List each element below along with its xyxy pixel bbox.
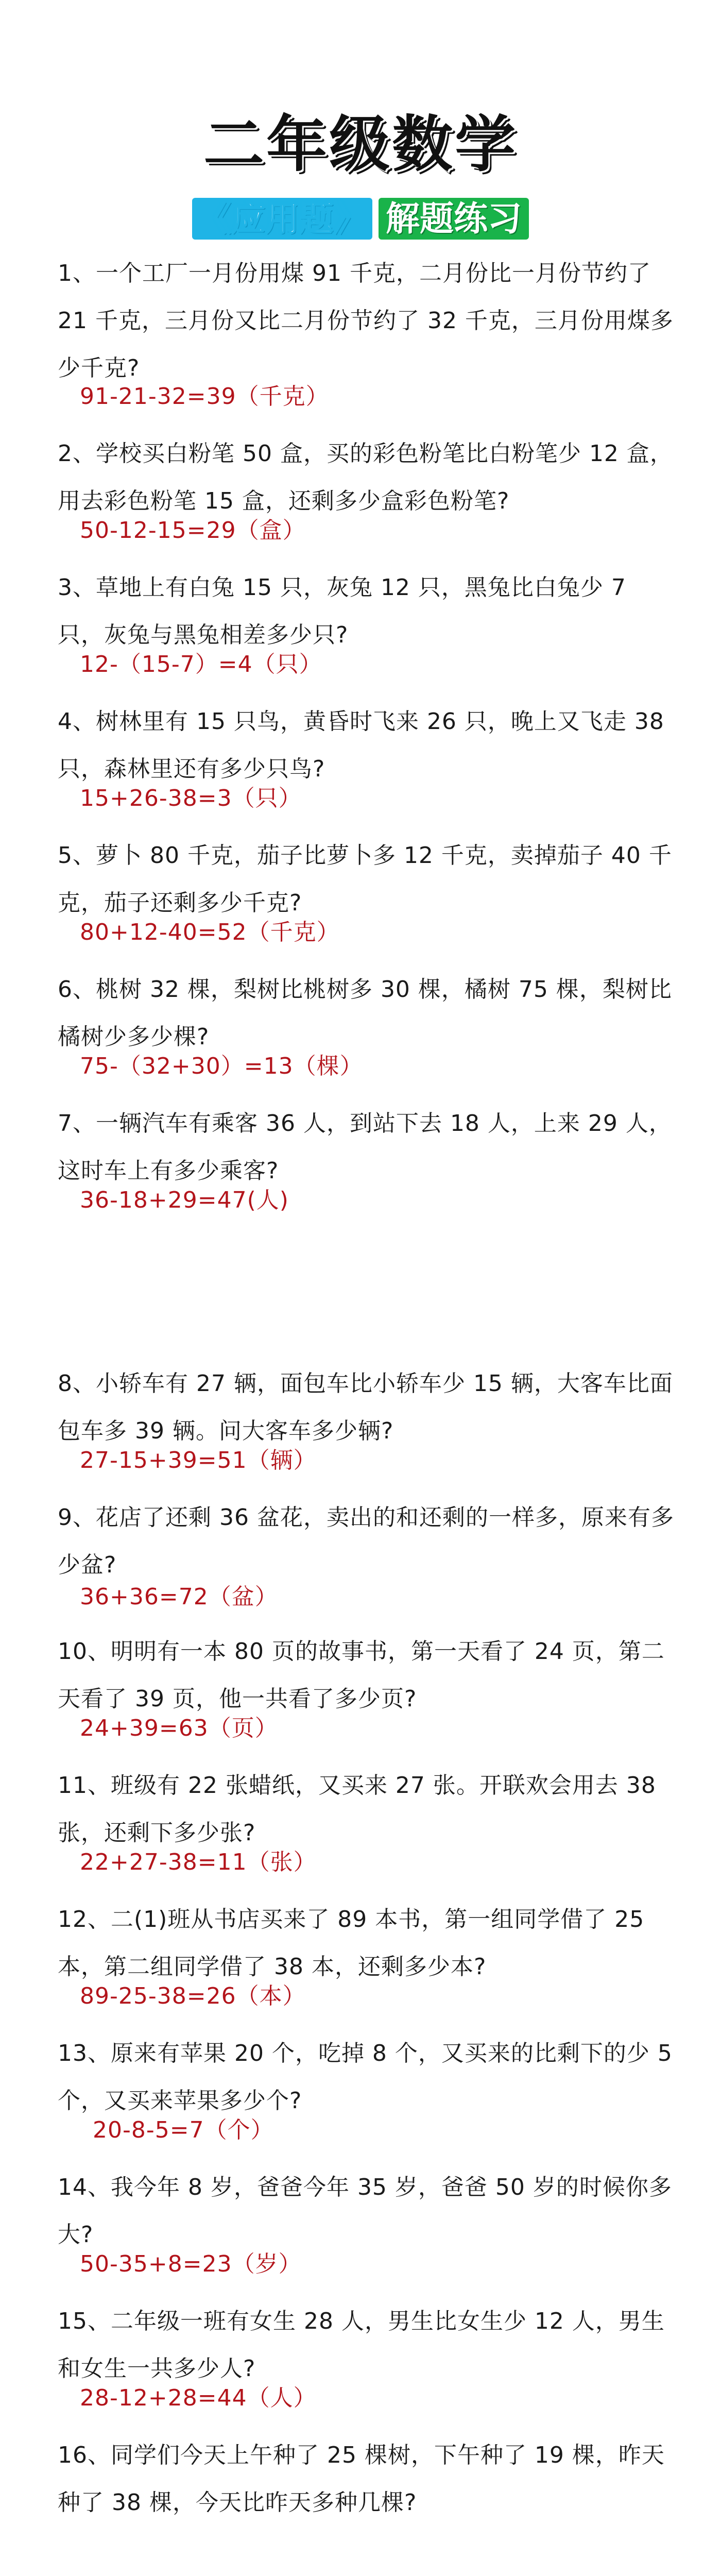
question-1: 1、一个工厂一月份用煤 91 千克，二月份比一月份节约了 21 千克，三月份又比二月份节约了 32 千克，三月份用煤多少千克? <box>58 260 674 381</box>
question-2: 2、学校买白粉笔 50 盒，买的彩色粉笔比白粉笔少 12 盒，用去彩色粉笔 15 盒，还剩多少盒彩色粉笔? <box>58 440 673 514</box>
question-10: 10、明明有一本 80 页的故事书，第一天看了 24 页，第二天看了 39 页，他一共看了多少页? <box>58 1638 665 1712</box>
question-12: 12、二(1)班从书店买来了 89 本书，第一组同学借了 25 本，第二组同学借了 38 本，还剩多少本? <box>58 1906 645 1980</box>
question-7: 7、一辆汽车有乘客 36 人，到站下去 18 人，上来 29 人，这时车上有多少乘客? <box>58 1110 672 1184</box>
question-13: 13、原来有苹果 20 个，吃掉 8 个，又买来的比剩下的少 5 个，又买来苹果多少个? <box>58 2040 673 2114</box>
answer-14: 50-35+8=23（岁） <box>80 2251 302 2277</box>
question-15: 15、二年级一班有女生 28 人，男生比女生少 12 人，男生和女生一共多少人? <box>58 2308 665 2382</box>
question-3: 3、草地上有白兔 15 只，灰兔 12 只，黑兔比白兔少 7 只，灰兔与黑兔相差多少只? <box>58 574 626 648</box>
question-6: 6、桃树 32 棵，梨树比桃树多 30 棵，橘树 75 棵，梨树比橘树少多少棵? <box>58 976 672 1050</box>
answer-2: 50-12-15=29（盒） <box>80 517 306 544</box>
question-4: 4、树林里有 15 只鸟，黄昏时飞来 26 只，晚上又飞走 38 只，森林里还有多少只鸟? <box>58 708 664 782</box>
question-8: 8、小轿车有 27 辆，面包车比小轿车少 15 辆，大客车比面包车多 39 辆。问大客车多少辆? <box>58 1370 673 1444</box>
answer-6: 75-（32+30）=13（棵） <box>80 1053 363 1079</box>
answer-12: 89-25-38=26（本） <box>80 1983 306 2009</box>
question-5: 5、萝卜 80 千克，茄子比萝卜多 12 千克，卖掉茄子 40 千克，茄子还剩多少千克? <box>58 842 672 916</box>
subtitle-label: 解题练习 <box>379 198 529 240</box>
answer-7: 36-18+29=47(人) <box>80 1187 289 1213</box>
answer-13: 20-8-5=7（个） <box>93 2117 274 2143</box>
answer-9: 36+36=72（盆） <box>80 1584 278 1610</box>
subtitle-topic: 《应用题》 <box>192 198 372 240</box>
question-9: 9、花店了还剩 36 盆花，卖出的和还剩的一样多，原来有多少盆? <box>58 1504 674 1578</box>
answer-10: 24+39=63（页） <box>80 1715 278 1741</box>
answer-5: 80+12-40=52（千克） <box>80 919 340 945</box>
answer-15: 28-12+28=44（人） <box>80 2385 317 2411</box>
answer-3: 12-（15-7）=4（只） <box>80 651 322 677</box>
page-subtitle <box>0 198 721 240</box>
page-title: 二年级数学 <box>203 109 518 180</box>
answer-11: 22+27-38=11（张） <box>80 1849 317 1875</box>
answer-8: 27-15+39=51（辆） <box>80 1447 317 1473</box>
question-16: 16、同学们今天上午种了 25 棵树，下午种了 19 棵，昨天种了 38 棵，今天比昨天多种几棵? <box>58 2442 665 2516</box>
question-14: 14、我今年 8 岁，爸爸今年 35 岁，爸爸 50 岁的时候你多大? <box>58 2174 672 2248</box>
answer-1: 91-21-32=39（千克） <box>80 383 329 410</box>
question-11: 11、班级有 22 张蜡纸，又买来 27 张。开联欢会用去 38 张，还剩下多少张? <box>58 1772 656 1846</box>
answer-4: 15+26-38=3（只） <box>80 785 302 811</box>
